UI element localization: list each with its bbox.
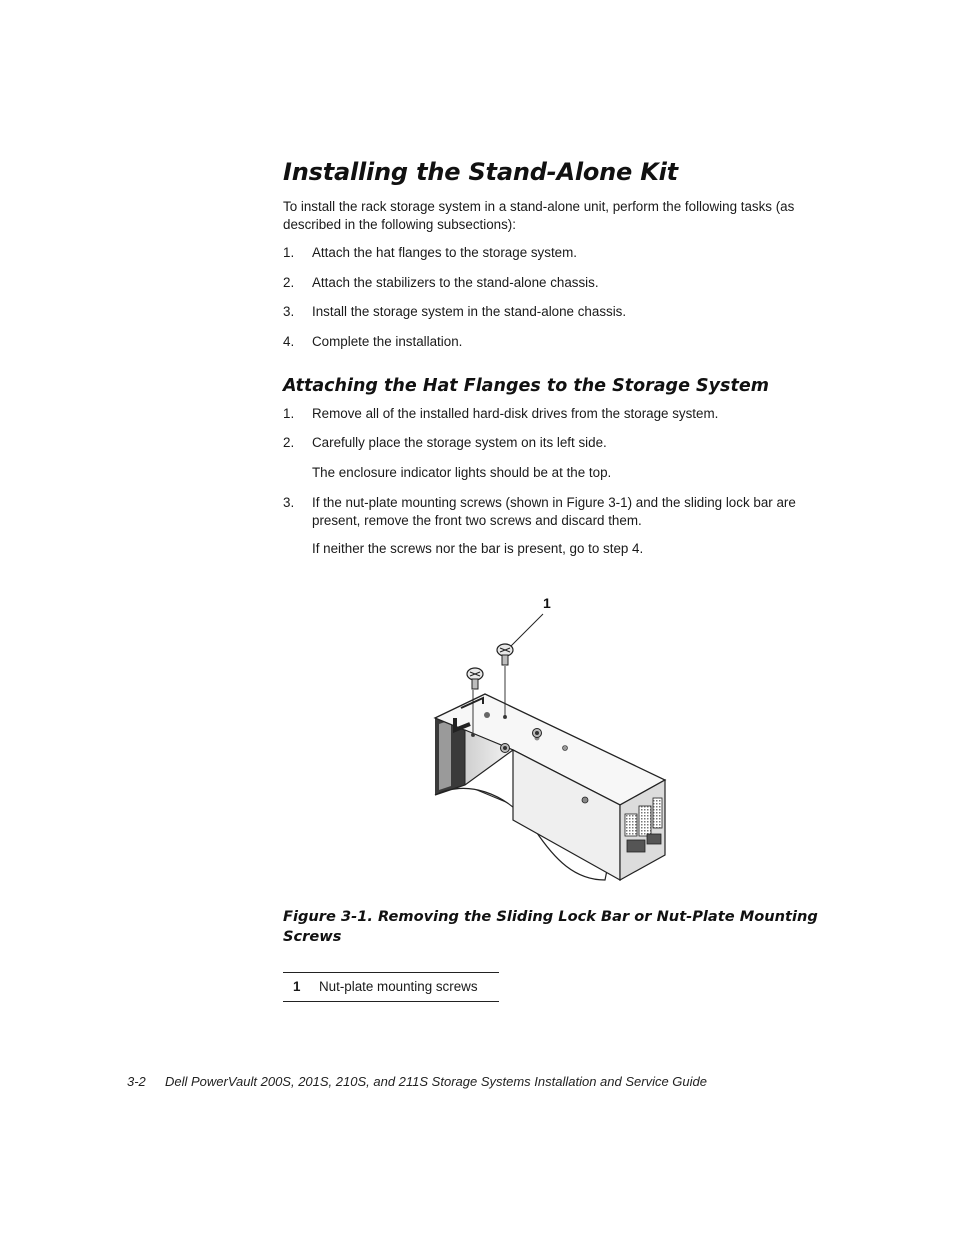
- subsection-title: Attaching the Hat Flanges to the Storage System: [283, 376, 769, 396]
- figure-caption: Figure 3-1. Removing the Sliding Lock Bar or Nut-Plate Mounting Screws: [283, 908, 818, 945]
- step-note: The enclosure indicator lights should be at the top.: [312, 465, 612, 480]
- section-title: Installing the Stand-Alone Kit: [283, 158, 678, 186]
- callout-leader: [511, 614, 543, 646]
- task-text: Complete the installation.: [312, 334, 463, 349]
- intro-paragraph: To install the rack storage system in a stand-alone unit, perform the following tasks (as described in the following subsections):: [283, 199, 795, 232]
- step-number: 2.: [283, 435, 295, 450]
- step-text: Carefully place the storage system on its left side.: [312, 435, 607, 450]
- page-number: 3-2: [127, 1074, 146, 1089]
- step-text: Remove all of the installed hard-disk drives from the storage system.: [312, 406, 719, 421]
- task-text: Attach the hat flanges to the storage system.: [312, 245, 577, 260]
- task-text: Install the storage system in the stand-alone chassis.: [312, 304, 627, 319]
- figure-legend: [283, 972, 499, 1002]
- footer-title: Dell PowerVault 200S, 201S, 210S, and 211S Storage Systems Installation and Service Guide: [165, 1074, 707, 1089]
- task-text: Attach the stabilizers to the stand-alone chassis.: [312, 275, 599, 290]
- task-number: 1.: [283, 245, 295, 260]
- legend-text: Nut-plate mounting screws: [319, 979, 478, 994]
- step-text: If the nut-plate mounting screws (shown in Figure 3-1) and the sliding lock bar are present, remove the front two screws and discard them.: [312, 495, 796, 528]
- step-number: 3.: [283, 495, 295, 510]
- step-number: 1.: [283, 406, 295, 421]
- task-number: 3.: [283, 304, 295, 319]
- callout-number: 1: [543, 595, 551, 611]
- task-number: 4.: [283, 334, 295, 349]
- legend-number: 1: [293, 979, 301, 994]
- task-number: 2.: [283, 275, 295, 290]
- storage-system-drawing: [425, 590, 675, 885]
- storage-system-illustration: [425, 590, 675, 885]
- step-note: If neither the screws nor the bar is present, go to step 4.: [312, 541, 644, 556]
